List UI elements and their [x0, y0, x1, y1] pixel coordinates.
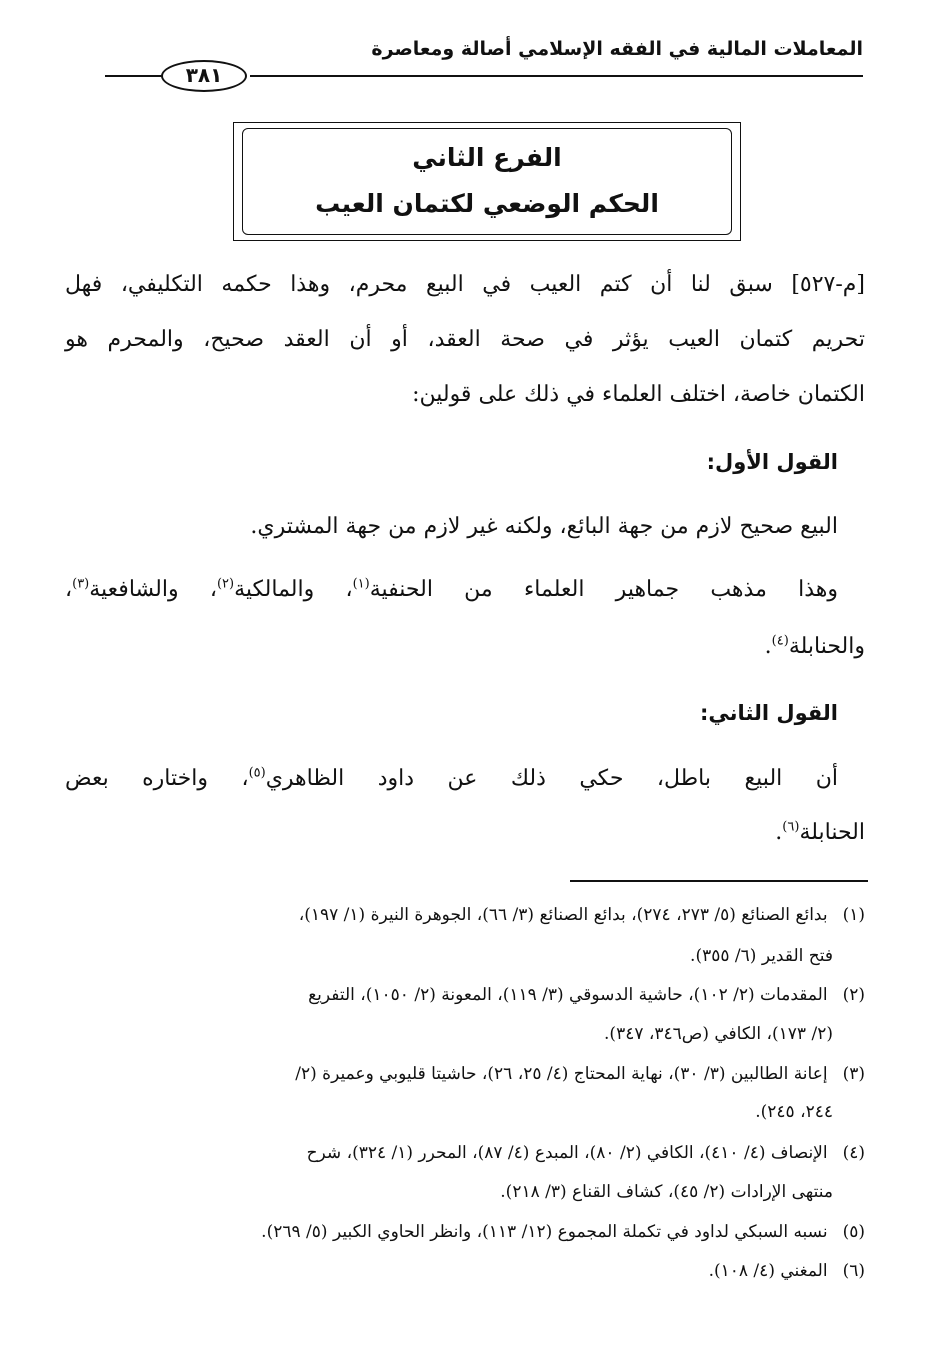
page-number: ٣٨١	[161, 60, 247, 92]
footnote-ref: (٥)	[248, 765, 266, 781]
body-text: وهذا مذهب جماهير العلماء من الحنفية	[369, 577, 838, 602]
body-line: [م-٥٢٧] سبق لنا أن كتم العيب في البيع محرم، وهذا حكمه التكليفي، فهل	[65, 272, 865, 297]
body-text: الحنابلة	[799, 820, 865, 845]
body-text: ، والمالكية	[234, 577, 353, 602]
footnote-4-cont: منتهى الإرادات (٢/ ٤٥)، كشاف القناع (٣/ ٢١٨).	[500, 1182, 833, 1202]
footnote-number: (٦)	[842, 1261, 865, 1281]
footnote-text: الإنصاف (٤/ ٤١٠)، الكافي (٢/ ٨٠)، المبدع (٤/ ٨٧)، المحرر (١/ ٣٢٤)، شرح	[306, 1143, 828, 1163]
footnote-text: إعانة الطالبين (٣/ ٣٠)، نهاية المحتاج (٤/ ٢٥، ٢٦)، حاشيتا قليوبي وعميرة (٢/	[295, 1064, 828, 1084]
heading-first-opinion: القول الأول:	[706, 450, 838, 474]
body-text: ، والشافعية	[89, 577, 217, 602]
footnote-3-cont: ٢٤٤، ٢٤٥).	[755, 1102, 833, 1122]
section-title-line1: الفرع الثاني	[412, 143, 562, 172]
footnote-ref: (٢)	[216, 576, 235, 592]
body-line	[65, 632, 865, 662]
body-line	[65, 764, 838, 794]
footnote-text: نسبه السبكي لداود في تكملة المجموع (١٢/ ١١٣)، وانظر الحاوي الكبير (٥/ ٢٦٩).	[261, 1222, 828, 1242]
footnote-text: بدائع الصنائع (٥/ ٢٧٣، ٢٧٤)، بدائع الصنائع (٣/ ٦٦)، الجوهرة النيرة (١/ ١٩٧)،	[298, 905, 828, 925]
running-header-title: المعاملات المالية في الفقه الإسلامي أصالة ومعاصرة	[371, 38, 863, 60]
footnote-separator	[570, 880, 868, 882]
footnote-1	[65, 903, 865, 927]
footnote-text: المقدمات (٢/ ١٠٢)، حاشية الدسوقي (٣/ ١١٩)، المعونة (٢/ ١٠٥٠)، التفريع	[308, 985, 828, 1005]
footnote-4	[65, 1141, 865, 1165]
footnote-2	[65, 983, 865, 1007]
body-text: .	[775, 820, 783, 845]
footnote-number: (٢)	[842, 985, 865, 1005]
body-text: .	[764, 634, 772, 659]
footnote-ref: (٤)	[771, 633, 789, 649]
footnote-5	[65, 1220, 865, 1244]
body-text: ،	[65, 577, 73, 602]
footnote-number: (١)	[842, 905, 865, 925]
footnote-number: (٣)	[842, 1064, 865, 1084]
body-text: والحنابلة	[788, 634, 865, 659]
body-line	[65, 575, 838, 605]
body-text: أن البيع باطل، حكي ذلك عن داود الظاهري	[265, 766, 838, 791]
heading-second-opinion: القول الثاني:	[700, 701, 838, 725]
header-rule-right	[250, 75, 863, 77]
section-title-box	[233, 122, 741, 241]
footnote-ref: (٣)	[72, 576, 90, 592]
footnote-number: (٤)	[842, 1143, 865, 1163]
body-text: ، واختاره بعض	[65, 766, 249, 791]
footnote-6	[65, 1259, 865, 1283]
body-line	[65, 818, 865, 848]
footnote-2-cont: (٢/ ١٧٣)، الكافي (ص٣٤٦، ٣٤٧).	[604, 1024, 833, 1044]
body-line: البيع صحيح لازم من جهة البائع، ولكنه غير لازم من جهة المشتري.	[250, 514, 838, 539]
footnote-1-cont: فتح القدير (٦/ ٣٥٥).	[690, 946, 833, 966]
footnote-number: (٥)	[842, 1222, 865, 1242]
footnote-ref: (٦)	[782, 819, 800, 835]
body-line: تحريم كتمان العيب يؤثر في صحة العقد، أو أن العقد صحيح، والمحرم هو	[65, 327, 865, 352]
footnote-3	[65, 1062, 865, 1086]
footnote-text: المغني (٤/ ١٠٨).	[708, 1261, 828, 1281]
header-rule-left	[105, 75, 163, 77]
body-line: الكتمان خاصة، اختلف العلماء في ذلك على قولين:	[412, 382, 865, 407]
footnote-ref: (١)	[352, 576, 370, 592]
section-title-line2: الحكم الوضعي لكتمان العيب	[315, 189, 659, 218]
